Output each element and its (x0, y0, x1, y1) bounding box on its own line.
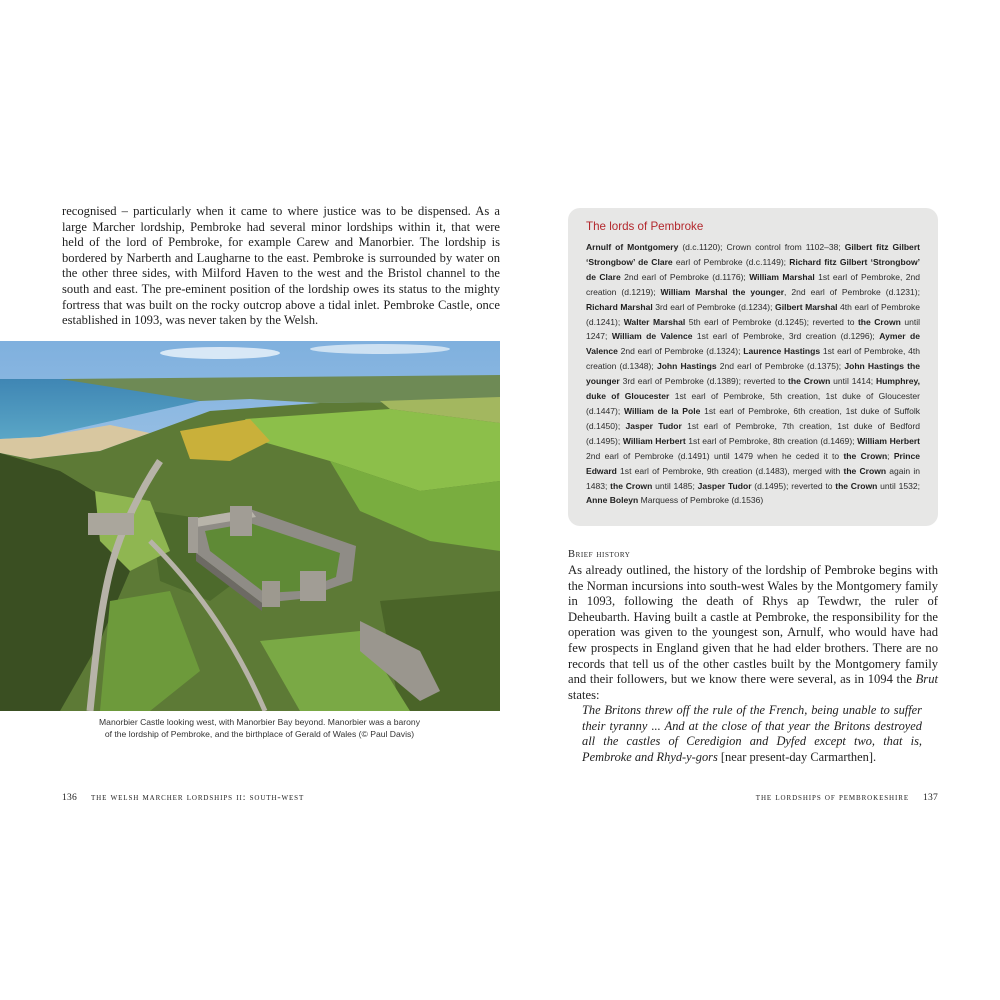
lord-name: Richard fitz Gilbert ‘Strongbow’ de Clare (586, 256, 920, 282)
lord-detail: 4th earl of Pembroke (d.1241); (586, 301, 920, 327)
lord-detail: 2nd earl of Pembroke (d.1375); (716, 361, 845, 372)
lord-detail: Marquess of Pembroke (d.1536) (638, 495, 764, 506)
lord-name: the Crown (857, 316, 901, 327)
lord-detail: 1st earl of Pembroke, 6th creation, 1st duke of Suffolk (d.1450); (586, 405, 920, 431)
lord-detail: 1st earl of Pembroke, 9th creation (d.1483), merged with (616, 465, 844, 476)
lord-detail: 5th earl of Pembroke (d.1245); reverted to (685, 316, 858, 327)
lord-detail: ; (887, 450, 894, 461)
lord-detail: 2nd earl of Pembroke (d.1176); (620, 271, 750, 282)
lord-name: Aymer de Valence (586, 331, 921, 357)
brut-title: Brut (915, 672, 938, 687)
lord-name: Anne Boleyn (586, 495, 639, 506)
lord-detail: 1st earl of Pembroke, 5th creation, 1st duke of Gloucester (d.1447); (586, 391, 920, 416)
lord-name: Richard Marshal (586, 301, 653, 312)
lord-name: Gilbert Marshal (775, 301, 838, 312)
lord-name: William Marshal (749, 271, 815, 282)
lord-detail: earl of Pembroke (d.c.1149); (672, 256, 790, 267)
lord-name: the Crown (835, 480, 878, 491)
lord-detail: 1st earl of Pembroke, 7th creation, 1st duke of Bedford (d.1495); (586, 420, 920, 446)
lord-detail: until 1414; (830, 376, 876, 387)
brut-quotation (582, 703, 922, 765)
lord-name: Jasper Tudor (697, 480, 752, 491)
section-heading-brief-history: Brief history (568, 549, 631, 560)
lord-name: the Crown (610, 480, 653, 491)
lord-detail: (d.1495); reverted to (751, 480, 836, 491)
left-page-footer (62, 792, 304, 803)
lord-name: William de Valence (611, 331, 693, 342)
lord-detail: until 1247; (586, 316, 920, 342)
caption-line-1: Manorbier Castle looking west, with Manorbier Bay beyond. Manorbier was a barony (99, 717, 420, 727)
lord-detail: until 1485; (652, 480, 698, 491)
lord-name: the Crown (843, 465, 887, 476)
lord-name: Jasper Tudor (625, 420, 682, 431)
running-head-right: the lordships of pembrokeshire (755, 792, 909, 803)
left-page-paragraph: recognised – particularly when it came to where justice was to be dispensed. As a large Marcher lordship, Pembroke had several minor lordships within it, that were held of the lord of Pembroke, for example Carew and Manorbier. The lordship is bordered by Narberth and Laugharne to the east. Pembroke is surrounded by water on the other three sides, with Milford Haven to the west and the Bristol channel to the south and east. The pre-eminent position of the lordship owes its status to the mighty fortress that was built on the rocky outcrop above a tidal inlet. Pembroke Castle, once established in 1093, was never taken by the Welsh. (62, 204, 500, 328)
lord-detail: 3rd earl of Pembroke (d.1389); reverted to (619, 376, 789, 387)
lord-name: William de la Pole (624, 405, 701, 416)
sidebar-title: The lords of Pembroke (586, 220, 704, 233)
lord-name: Laurence Hastings (743, 346, 821, 357)
page-number-left: 136 (62, 792, 77, 803)
lord-name: John Hastings the younger (586, 361, 920, 387)
photo-caption (62, 716, 457, 740)
lord-name: William Herbert (622, 435, 686, 446)
lord-name: William Marshal the younger (660, 286, 785, 297)
lord-detail: , 2nd earl of Pembroke (d.1231); (784, 286, 920, 297)
lord-detail: 1st earl of Pembroke, 3rd creation (d.1296); (692, 331, 880, 342)
lord-name: John Hastings (656, 361, 717, 372)
lord-name: William Herbert (857, 435, 921, 446)
lord-detail: again in 1483; (586, 465, 920, 491)
lords-sidebar (568, 208, 938, 526)
quote-text: The Britons threw off the rule of the French, being unable to suffer their tyranny ... And at the close of that year the Britons destroyed all the castles of Ceredigion and Dyfed except two, that is, Pembroke and Rhyd-y-gors (582, 703, 922, 764)
right-page-footer (756, 792, 938, 803)
lord-detail: (d.c.1120); Crown control from 1102–38; (678, 242, 845, 252)
right-page-paragraph (568, 563, 938, 703)
lord-detail: until 1532; (877, 480, 920, 491)
lord-detail: 3rd earl of Pembroke (d.1234); (652, 301, 776, 312)
lord-detail: 1st earl of Pembroke, 4th creation (d.1348); (586, 346, 920, 372)
lord-name: the Crown (843, 450, 888, 461)
page-number-right: 137 (923, 792, 938, 803)
lord-name: the Crown (788, 376, 831, 387)
lord-name: Arnulf of Montgomery (586, 242, 679, 252)
lord-detail: 2nd earl of Pembroke (d.1491) until 1479 when he ceded it to (586, 450, 844, 461)
running-head-left: the welsh marcher lordships ii: south-west (91, 792, 305, 803)
lord-detail: 2nd earl of Pembroke (d.1324); (617, 346, 744, 357)
paragraph-text-end: states: (568, 687, 600, 702)
lord-name: Walter Marshal (623, 316, 686, 327)
manorbier-castle-photo (0, 341, 500, 711)
lord-name: Prince Edward (586, 450, 920, 476)
lord-detail: 1st earl of Pembroke, 8th creation (d.1469); (685, 435, 858, 446)
caption-line-2: of the lordship of Pembroke, and the birthplace of Gerald of Wales (© Paul Davis) (104, 729, 415, 739)
sidebar-lords-list (586, 240, 920, 508)
lord-name: Gilbert fitz Gilbert ‘Strongbow’ de Clare (586, 242, 920, 267)
lord-name: Humphrey, duke of Gloucester (586, 376, 920, 402)
quote-editorial-note: [near present-day Carmarthen]. (717, 749, 877, 764)
paragraph-text: As already outlined, the history of the lordship of Pembroke begins with the Norman incursions into south-west Wales by the Montgomery family in 1093, following the death of Rhys ap Tewdwr, the ruler of Deheubarth. Having built a castle at Pembroke, the responsibility for the operation was given to the youngest son, Arnulf, who would have had few prospects in England given that he had elder brothers. There are no records that tell us of the other castles built by the Montgomery family and their followers, but we know there were several, as in 1094 the (568, 563, 938, 687)
lord-detail: 1st earl of Pembroke, 2nd creation (d.1219); (586, 271, 920, 297)
